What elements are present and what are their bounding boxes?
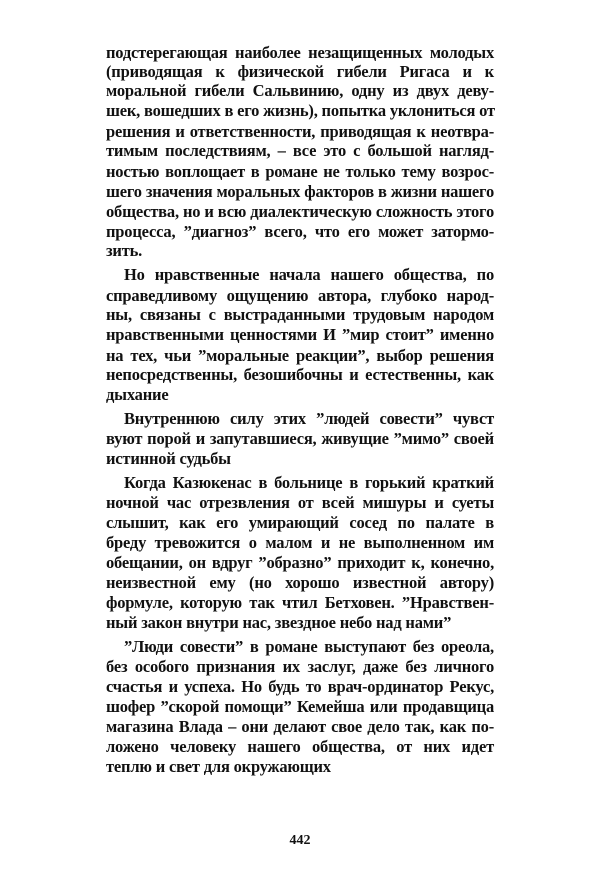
text-line: моральной гибели Сальвинию, одну из двух деву- <box>106 81 494 100</box>
text-line: ”Люди совести” в романе выступают без ореола, <box>124 637 494 656</box>
text-line: тимым последствиям, – все это с большой нагляд- <box>106 141 494 160</box>
text-line: нравственными ценностями И ”мир стоит” именно <box>106 325 494 344</box>
text-line: Но нравственные начала нашего общества, по <box>124 265 494 284</box>
text-line: общества, но и всю диалектическую сложность этого <box>106 202 494 221</box>
text-line: справедливому ощущению автора, глубоко народ- <box>106 286 494 305</box>
text-line: шего значения моральных факторов в жизни нашего <box>106 182 494 201</box>
text-line: без особого признания их заслуг, даже без личного <box>106 657 494 676</box>
text-line: зить. <box>106 241 143 260</box>
text-line: решения и ответственности, приводящая к неотвра- <box>106 122 494 141</box>
text-line: обещании, он вдруг ”образно” приходит к, конечно, <box>106 553 494 572</box>
text-line: шофер ”скорой помощи” Кемейша или продавщица <box>106 697 494 716</box>
text-line: теплю и свет для окружающих <box>106 757 331 776</box>
text-line: ный закон внутри нас, звездное небо над нами” <box>106 613 452 632</box>
text-line: слышит, как его умирающий сосед по палате в <box>106 513 494 532</box>
text-line: Внутреннюю силу этих ”людей совести” чувст <box>124 409 494 428</box>
text-line: истинной судьбы <box>106 449 231 468</box>
text-line: непосредственны, безошибочны и естественны, как <box>106 365 494 384</box>
text-line: формуле, которую так чтил Бетховен. ”Нравствен- <box>106 593 494 612</box>
text-line: ностью воплощает в романе не только тему возрос- <box>106 162 494 181</box>
text-line: ны, связаны с выстраданными трудовым народом <box>106 305 494 324</box>
text-line: ночной час отрезвления от всей мишуры и суеты <box>106 493 494 512</box>
text-line: неизвестной ему (но хорошо известной автору) <box>106 573 494 592</box>
text-line: подстерегающая наиболее незащищенных молодых <box>106 43 494 62</box>
text-line: Когда Казюкенас в больнице в горький краткий <box>124 473 494 492</box>
text-line: (приводящая к физической гибели Ригаса и к <box>106 62 494 81</box>
text-line: на тех, чьи ”моральные реакции”, выбор решения <box>106 346 494 365</box>
text-line: магазина Влада – они делают свое дело так, как по- <box>106 717 494 736</box>
text-line: шек, вошедших в его жизнь), попытка уклониться от <box>106 101 495 120</box>
text-line: бреду тревожится о малом и не выполненном им <box>106 533 494 552</box>
text-line: счастья и успеха. Но будь то врач-ординатор Рекус, <box>106 677 494 696</box>
text-line: вуют порой и запутавшиеся, живущие ”мимо” своей <box>106 429 494 448</box>
text-line: процесса, ”диагноз” всего, что его может затормо- <box>106 222 494 241</box>
text-line: ложено человеку нашего общества, от них идет <box>106 737 494 756</box>
page-number: 442 <box>289 833 311 848</box>
text-line: дыхание <box>106 385 169 404</box>
